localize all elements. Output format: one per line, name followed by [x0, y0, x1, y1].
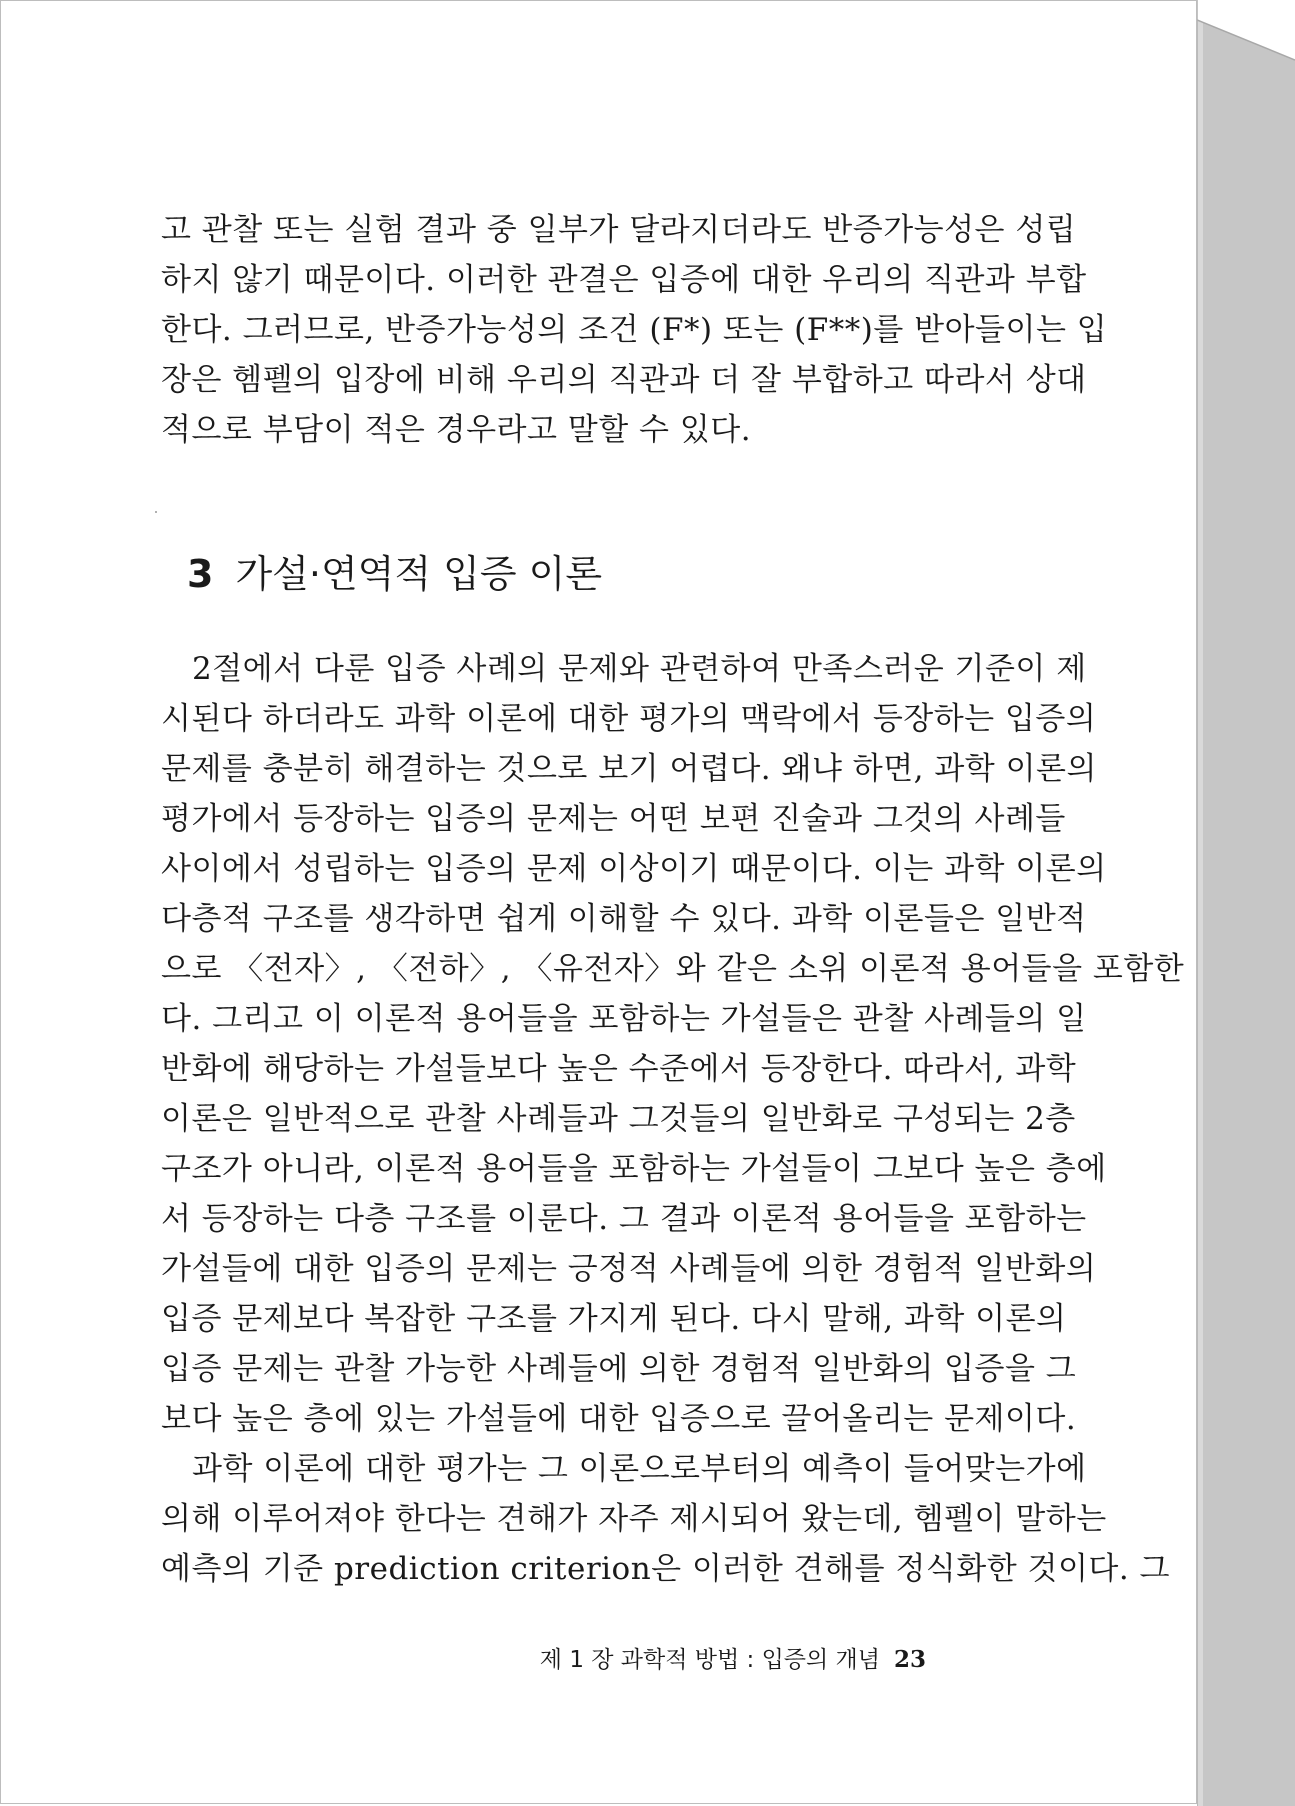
- page-footer: [540, 1641, 926, 1674]
- text-line: 평가에서 등장하는 입증의 문제는 어떤 보편 진술과 그것의 사례들: [161, 801, 1066, 837]
- text-line: 으로 〈전자〉, 〈전하〉, 〈유전자〉와 같은 소위 이론적 용어들을 포함한: [161, 951, 1185, 987]
- running-head: 제 1 장 과학적 방법 : 입증의 개념: [539, 1647, 880, 1673]
- text-line: 이론은 일반적으로 관찰 사례들과 그것들의 일반화로 구성되는 2층: [161, 1101, 1076, 1137]
- book-edge: [1197, 0, 1295, 1806]
- text-line: 보다 높은 층에 있는 가설들에 대한 입증으로 끌어올리는 문제이다.: [161, 1401, 1077, 1437]
- text-line: 다. 그리고 이 이론적 용어들을 포함하는 가설들은 관찰 사례들의 일: [161, 1001, 1087, 1037]
- scan-speck: [155, 511, 157, 513]
- text-line: 문제를 충분히 해결하는 것으로 보기 어렵다. 왜냐 하면, 과학 이론의: [161, 751, 1097, 787]
- section-title: 가설·연역적 입증 이론: [235, 552, 603, 596]
- text-line: 입증 문제는 관찰 가능한 사례들에 의한 경험적 일반화의 입증을 그: [161, 1351, 1077, 1387]
- text-line: 과학 이론에 대한 평가는 그 이론으로부터의 예측이 들어맞는가에: [192, 1451, 1087, 1487]
- text-line: 고 관찰 또는 실험 결과 중 일부가 달라지더라도 반증가능성은 성립: [161, 212, 1077, 248]
- text-line: 2절에서 다룬 입증 사례의 문제와 관련하여 만족스러운 기준이 제: [192, 651, 1087, 687]
- text-line: 다층적 구조를 생각하면 쉽게 이해할 수 있다. 과학 이론들은 일반적: [161, 901, 1087, 937]
- text-line: 예측의 기준 prediction criterion은 이러한 견해를 정식화한 것이다. 그: [161, 1551, 1170, 1587]
- intro-paragraph: [161, 205, 1108, 455]
- text-line: 하지 않기 때문이다. 이러한 관결은 입증에 대한 우리의 직관과 부합: [161, 262, 1087, 298]
- section-body: [161, 644, 1185, 1594]
- section-number: 3: [187, 552, 214, 596]
- text-line: 반화에 해당하는 가설들보다 높은 수준에서 등장한다. 따라서, 과학: [161, 1051, 1077, 1087]
- page-number: 23: [893, 1646, 926, 1673]
- text-line: 장은 헴펠의 입장에 비해 우리의 직관과 더 잘 부합하고 따라서 상대: [161, 362, 1087, 398]
- text-line: 시된다 하더라도 과학 이론에 대한 평가의 맥락에서 등장하는 입증의: [161, 701, 1097, 737]
- text-line: 가설들에 대한 입증의 문제는 긍정적 사례들에 의한 경험적 일반화의: [161, 1251, 1097, 1287]
- text-line: 입증 문제보다 복잡한 구조를 가지게 된다. 다시 말해, 과학 이론의: [161, 1301, 1067, 1337]
- text-line: 의해 이루어져야 한다는 견해가 자주 제시되어 왔는데, 헴펠이 말하는: [161, 1501, 1107, 1537]
- text-line: 사이에서 성립하는 입증의 문제 이상이기 때문이다. 이는 과학 이론의: [161, 851, 1107, 887]
- text-line: 서 등장하는 다층 구조를 이룬다. 그 결과 이론적 용어들을 포함하는: [161, 1201, 1087, 1237]
- text-line: 구조가 아니라, 이론적 용어들을 포함하는 가설들이 그보다 높은 층에: [161, 1151, 1107, 1187]
- text-line: 적으로 부담이 적은 경우라고 말할 수 있다.: [161, 412, 752, 448]
- section-heading: [187, 549, 602, 599]
- text-line: 한다. 그러므로, 반증가능성의 조건 (F*) 또는 (F**)를 받아들이는 입: [161, 312, 1108, 348]
